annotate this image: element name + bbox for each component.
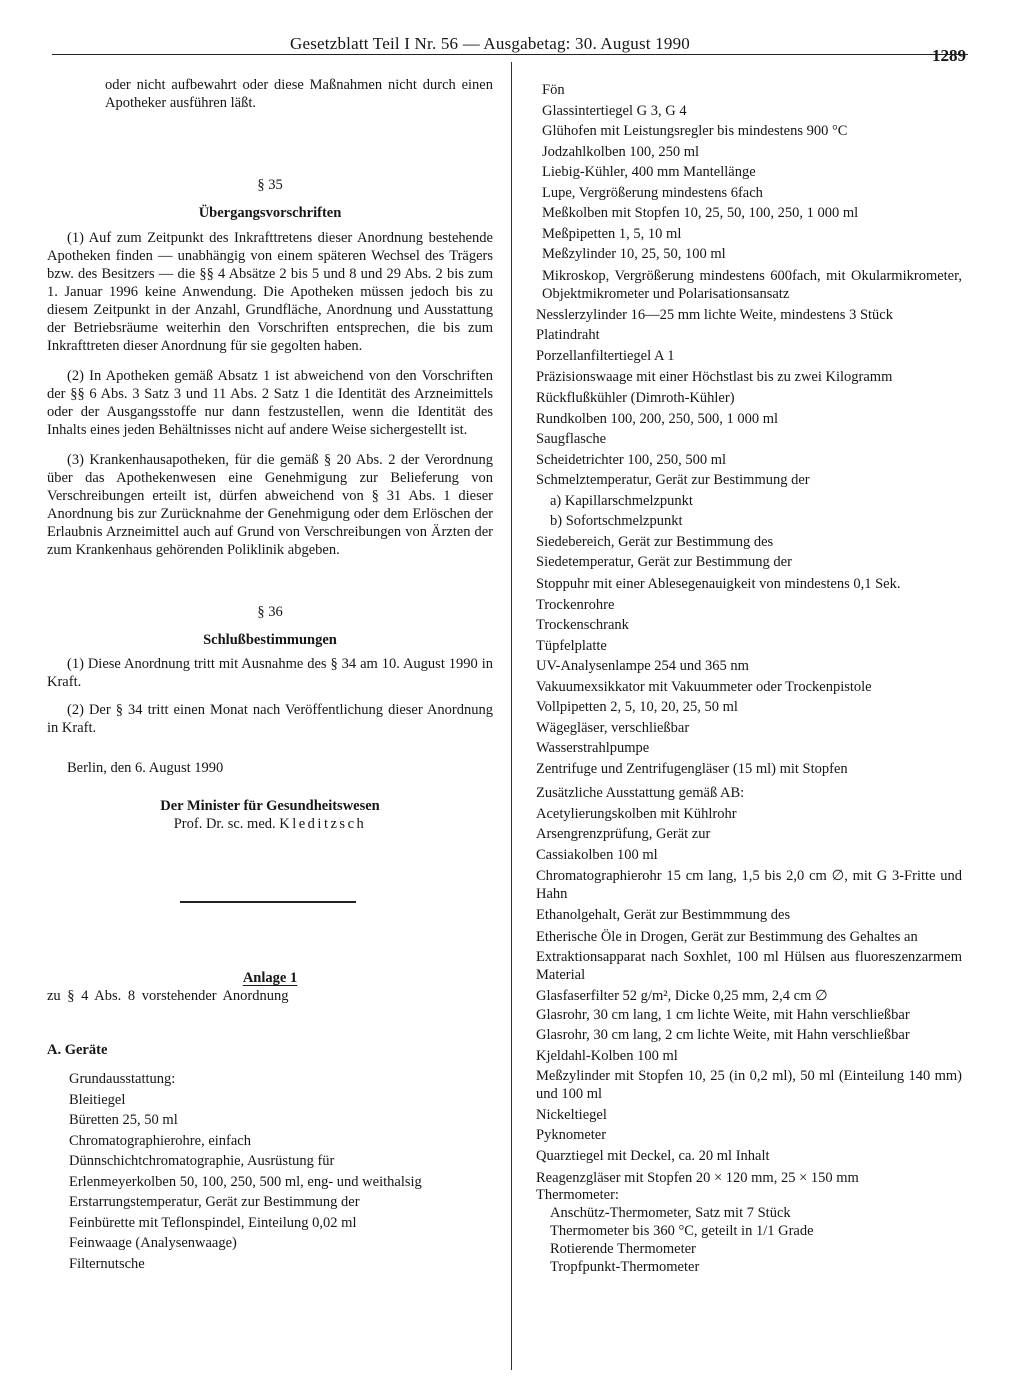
list-item: Lupe, Vergrößerung mindestens 6fach	[542, 184, 763, 201]
list-item: Erstarrungstemperatur, Gerät zur Bestimmung der	[69, 1194, 360, 1210]
list-item: Tüpfelplatte	[536, 637, 607, 654]
list-item: Saugflasche	[536, 431, 607, 447]
list-item: Etherische Öle in Drogen, Gerät zur Bestimmung des Gehaltes an	[536, 928, 918, 945]
signatory-title: Der Minister für Gesundheitswesen	[160, 798, 380, 814]
list-item: Büretten 25, 50 ml	[69, 1112, 178, 1128]
list-item: Schmelztemperatur, Gerät zur Bestimmung der	[536, 472, 810, 488]
section-35-heading: Übergangsvorschriften	[198, 205, 342, 221]
list-item: Platindraht	[536, 327, 600, 343]
list-item: Chromatographierohre, einfach	[69, 1132, 251, 1149]
list-item: Glasrohr, 30 cm lang, 2 cm lichte Weite, mit Hahn verschließbar	[536, 1027, 910, 1043]
list-item: Glasrohr, 30 cm lang, 1 cm lichte Weite, mit Hahn verschließbar	[536, 1007, 910, 1023]
list-item: Meßpipetten 1, 5, 10 ml	[542, 225, 682, 242]
list-item: Mikroskop, Vergrößerung mindestens 600fach, mit Okularmikrometer, Objektmikrometer und Polarisationsansatz	[542, 267, 962, 302]
list-item: Glühofen mit Leistungsregler bis mindestens 900 °C	[542, 123, 848, 139]
list-item: Pyknometer	[536, 1127, 607, 1143]
list-item: Liebig-Kühler, 400 mm Mantellänge	[542, 164, 756, 180]
list-item: Stoppuhr mit einer Ablesegenauigkeit von mindestens 0,1 Sek.	[536, 575, 901, 592]
list-item: Jodzahlkolben 100, 250 ml	[542, 143, 700, 160]
section-35-number: § 35	[257, 177, 283, 193]
list-item: Extraktionsapparat nach Soxhlet, 100 ml Hülsen aus fluoreszenzarmem Material	[536, 948, 962, 983]
list-item: Trockenrohre	[536, 596, 615, 613]
page-number: 1289	[932, 46, 966, 65]
annex-reference: zu § 4 Abs. 8 vorstehender Anordnung	[47, 988, 289, 1004]
list-item: UV-Analysenlampe 254 und 365 nm	[536, 658, 749, 674]
thermometer-heading: Thermometer:	[536, 1187, 619, 1203]
list-subitem: b) Sofortschmelzpunkt	[550, 513, 683, 529]
signatory-prefix: Prof. Dr. sc. med.	[173, 816, 276, 832]
basic-equipment-list	[47, 1069, 493, 1274]
place-date: Berlin, den 6. August 1990	[67, 760, 224, 776]
list-item: Siedetemperatur, Gerät zur Bestimmung der	[536, 554, 792, 570]
column-divider	[511, 62, 512, 1370]
list-item: Nesslerzylinder 16—25 mm lichte Weite, mindestens 3 Stück	[536, 306, 893, 323]
section-35-paragraph-3: (3) Krankenhausapotheken, für die gemäß § 20 Abs. 2 der Verordnung über das Apothekenwesen eine Genehmigung zur Belieferung von Verschreibungen erteilt ist, dürfen abweichend von § 31 Abs. 1 dieser Anordnung bis zur Zurücknahme der Genehmigung oder dem Erlöschen der Erlaubnis Arzneimittel auch auf Grund von Verschreibungen von Ärzten der zum Krankenhaus gehörenden Poliklinik abgeben.	[47, 452, 493, 558]
list-subitem: Rotierende Thermometer	[550, 1241, 696, 1257]
section-a-heading: A. Geräte	[47, 1042, 108, 1058]
list-item: Rückflußkühler (Dimroth-Kühler)	[536, 390, 735, 406]
list-item: Nickeltiegel	[536, 1106, 607, 1123]
header-rule	[52, 54, 968, 55]
list-subitem: a) Kapillarschmelzpunkt	[550, 492, 693, 509]
annex-title: Anlage 1	[242, 970, 298, 986]
list-item: Präzisionswaage mit einer Höchstlast bis zu zwei Kilogramm	[536, 369, 893, 385]
basic-equipment-heading: Grundausstattung:	[69, 1071, 176, 1087]
list-item: Wägegläser, verschließbar	[536, 719, 690, 736]
list-item: Wasserstrahlpumpe	[536, 740, 650, 756]
list-item: Trockenschrank	[536, 617, 629, 633]
left-column	[47, 76, 493, 1274]
section-36-heading: Schlußbestimmungen	[203, 632, 337, 648]
additional-equipment-heading: Zusätzliche Ausstattung gemäß AB:	[536, 785, 745, 801]
list-item: Zentrifuge und Zentrifugengläser (15 ml) mit Stopfen	[536, 760, 848, 777]
gazette-title: Gesetzblatt Teil I Nr. 56 — Ausgabetag: 30. August 1990	[290, 34, 690, 53]
list-item: Scheidetrichter 100, 250, 500 ml	[536, 451, 727, 468]
list-item: Meßkolben mit Stopfen 10, 25, 50, 100, 250, 1 000 ml	[542, 205, 859, 221]
intro-paragraph: oder nicht aufbewahrt oder diese Maßnahmen nicht durch einen Apotheker ausführen läßt.	[105, 77, 493, 111]
list-item: Cassiakolben 100 ml	[536, 846, 658, 863]
list-item: Siedebereich, Gerät zur Bestimmung des	[536, 533, 774, 550]
list-item: Glasfaserfilter 52 g/m², Dicke 0,25 mm, 2,4 cm ∅	[536, 987, 828, 1004]
section-36-number: § 36	[257, 604, 283, 620]
list-item: Erlenmeyerkolben 50, 100, 250, 500 ml, eng- und weithalsig	[69, 1173, 422, 1190]
list-item: Ethanolgehalt, Gerät zur Bestimmmung des	[536, 907, 791, 923]
list-item: Acetylierungskolben mit Kühlrohr	[536, 805, 737, 822]
list-item: Arsengrenzprüfung, Gerät zur	[536, 826, 711, 842]
list-item: Vakuumexsikkator mit Vakuummeter oder Trockenpistole	[536, 678, 872, 695]
list-item: Rundkolben 100, 200, 250, 500, 1 000 ml	[536, 410, 779, 427]
list-subitem: Tropfpunkt-Thermometer	[550, 1259, 700, 1275]
right-column	[536, 80, 962, 1276]
list-item: Vollpipetten 2, 5, 10, 20, 25, 50 ml	[536, 699, 738, 715]
section-35-paragraph-2: (2) In Apotheken gemäß Absatz 1 ist abweichend von den Vorschriften der §§ 6 Abs. 3 Satz 3 und 11 Abs. 2 Satz 1 die Identität des Arzneimittels oder der Ausgangsstoffe nur dann festzustellen, wenn die Identität des Inhalts eines jeden Behältnisses nicht auf andere Weise sichergestellt ist.	[47, 368, 493, 438]
list-item: Meßzylinder 10, 25, 50, 100 ml	[542, 246, 726, 262]
list-item: Porzellanfiltertiegel A 1	[536, 347, 675, 364]
list-item: Fön	[542, 82, 565, 98]
list-item: Meßzylinder mit Stopfen 10, 25 (in 0,2 ml), 50 ml (Einteilung 140 mm) und 100 ml	[536, 1067, 962, 1102]
list-item: Feinbürette mit Teflonspindel, Einteilung 0,02 ml	[69, 1214, 357, 1231]
list-item: Dünnschichtchromatographie, Ausrüstung für	[69, 1153, 335, 1169]
signatory-line	[47, 815, 493, 833]
list-item: Kjeldahl-Kolben 100 ml	[536, 1048, 678, 1064]
list-item: Glassintertiegel G 3, G 4	[542, 102, 687, 119]
signatory-name: Kleditzsch	[279, 816, 367, 832]
page-header	[52, 0, 968, 65]
section-35-paragraph-1: (1) Auf zum Zeitpunkt des Inkrafttretens dieser Anordnung bestehende Apotheken finden — unabhängig von einem späteren Wechsel des Trägers bzw. des Besitzers — die §§ 4 Absätze 2 bis 5 und 8 und 29 Abs. 2 bis zum 1. Januar 1996 keine Anwendung. Die Apotheken müssen jedoch bis zu diesem Zeitpunkt in der Anzahl, Grundfläche, Anordnung und Ausstattung der Betriebsräume weiterhin den Vorschriften entsprechen, die bis zum Inkrafttreten dieser Anordnung für sie gegolten haben.	[47, 230, 493, 354]
section-36-paragraph-1: (1) Diese Anordnung tritt mit Ausnahme des § 34 am 10. August 1990 in Kraft.	[47, 656, 493, 690]
list-subitem: Thermometer bis 360 °C, geteilt in 1/1 Grade	[550, 1223, 814, 1239]
list-item: Reagenzgläser mit Stopfen 20 × 120 mm, 25 × 150 mm	[536, 1170, 859, 1186]
section-36-paragraph-2: (2) Der § 34 tritt einen Monat nach Veröffentlichung dieser Anordnung in Kraft.	[47, 702, 493, 736]
list-item: Quarztiegel mit Deckel, ca. 20 ml Inhalt	[536, 1147, 770, 1164]
list-item: Feinwaage (Analysenwaage)	[69, 1235, 237, 1251]
list-item: Chromatographierohr 15 cm lang, 1,5 bis 2,0 cm ∅, mit G 3-Fritte und Hahn	[536, 868, 962, 902]
list-subitem: Anschütz-Thermometer, Satz mit 7 Stück	[550, 1205, 791, 1221]
list-item: Filternutsche	[69, 1255, 145, 1272]
list-item: Bleitiegel	[69, 1091, 126, 1108]
